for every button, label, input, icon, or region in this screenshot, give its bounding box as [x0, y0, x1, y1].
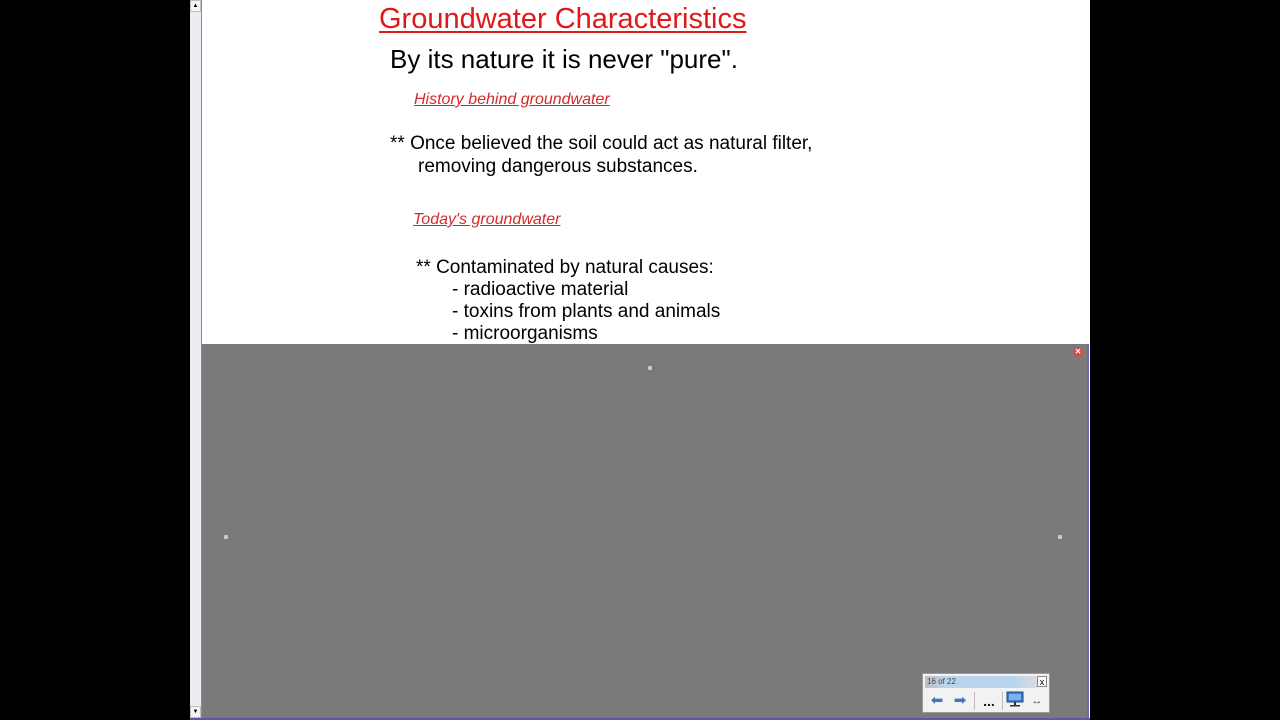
arrow-right-icon[interactable]: ➡: [953, 692, 967, 709]
screen-shade-overlay[interactable]: [202, 344, 1089, 718]
history-line-2: removing dangerous substances.: [418, 156, 698, 177]
section-heading-history: History behind groundwater: [414, 91, 610, 108]
page-navigator-toolbar: [922, 673, 1050, 713]
slide-title: Groundwater Characteristics: [379, 3, 747, 35]
today-item-toxins: - toxins from plants and animals: [452, 301, 721, 322]
vertical-scrollbar[interactable]: [190, 0, 202, 718]
toolbar-divider: [1002, 692, 1003, 710]
slide-subtitle: By its nature it is never "pure".: [390, 44, 738, 74]
slide-page: [202, 0, 1089, 344]
history-line-1: ** Once believed the soil could act as natural filter,: [390, 133, 813, 154]
page-counter: 16 of 22: [925, 676, 1037, 688]
close-icon[interactable]: ✕: [1074, 347, 1082, 356]
scroll-up-icon[interactable]: ▲: [190, 0, 201, 12]
whiteboard-app: [190, 0, 1090, 720]
monitor-icon[interactable]: [1005, 691, 1025, 711]
drag-handle-left[interactable]: [224, 535, 228, 539]
drag-handle-top[interactable]: [648, 366, 652, 370]
today-line-1: ** Contaminated by natural causes:: [416, 257, 714, 278]
arrow-left-icon[interactable]: ⬅: [930, 692, 944, 709]
section-heading-today: Today's groundwater: [413, 211, 561, 228]
navigator-close-button[interactable]: x: [1037, 676, 1047, 687]
today-item-microorganisms: - microorganisms: [452, 323, 598, 344]
resize-horizontal-icon[interactable]: ↔: [1031, 695, 1043, 707]
toolbar-divider: [974, 692, 975, 710]
today-item-radioactive: - radioactive material: [452, 279, 629, 300]
more-options-button[interactable]: ...: [983, 693, 995, 709]
drag-handle-right[interactable]: [1058, 535, 1062, 539]
scroll-down-icon[interactable]: ▼: [190, 706, 201, 718]
